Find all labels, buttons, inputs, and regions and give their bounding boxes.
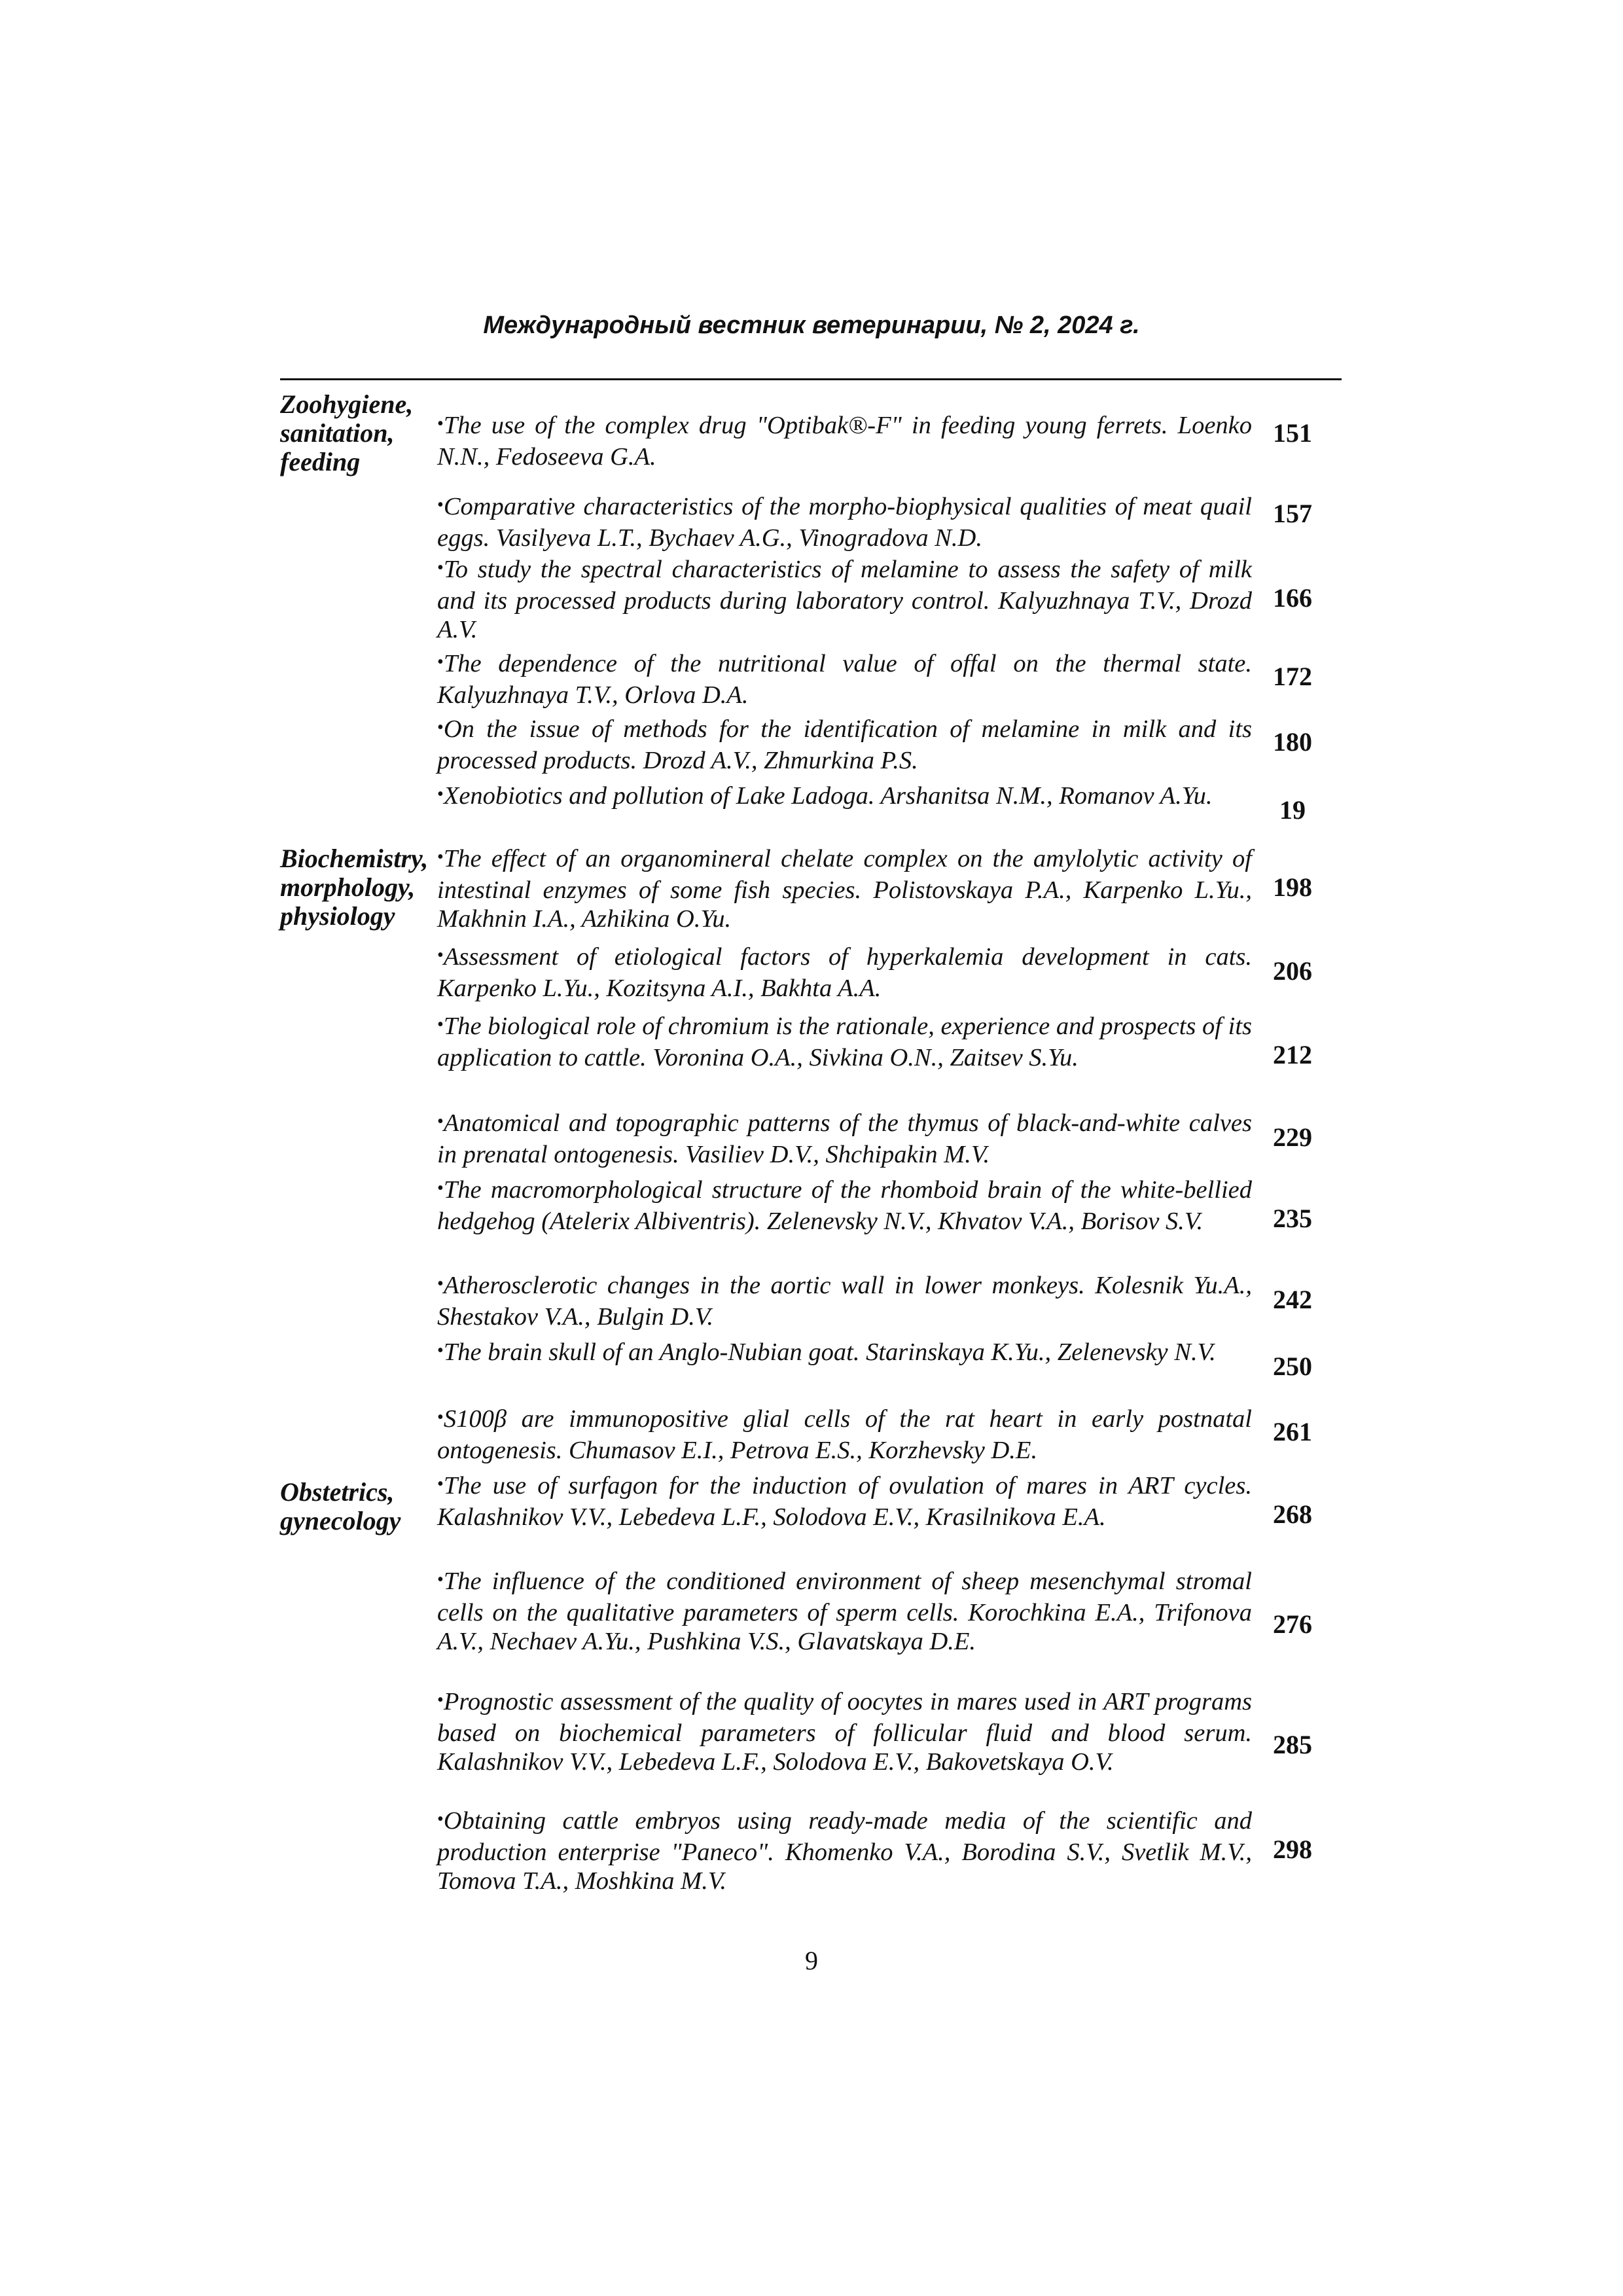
- entry-text: Assessment of etiological factors of hyperkalemia development in cats. Karpenko L.Yu., Kozitsyna A.I., Bakhta A.A.: [437, 943, 1252, 1002]
- entry-page: 198: [1273, 872, 1312, 902]
- entry-text: The use of the complex drug "Optibak®-F" in feeding young ferrets. Loenko N.N., Fedoseeva G.A.: [437, 412, 1252, 471]
- toc-entry[interactable]: [437, 1109, 1252, 1169]
- section-label-line: Obstetrics,: [280, 1477, 395, 1507]
- toc-entry[interactable]: [437, 1806, 1252, 1895]
- bullet-icon: •: [437, 1690, 444, 1710]
- entry-page: 276: [1273, 1609, 1312, 1639]
- section-label-biochemistry: [280, 844, 437, 931]
- entry-text: The effect of an organomineral chelate complex on the amylolytic activity of intestinal enzymes of some fish species. Polistovskaya P.A., Karpenko L.Yu., Makhnin I.A., Azhikina O.Yu.: [437, 845, 1252, 933]
- entry-page: 172: [1273, 662, 1312, 691]
- entry-page: 250: [1273, 1352, 1312, 1381]
- toc-entry[interactable]: [437, 942, 1252, 1003]
- toc-entry[interactable]: [437, 781, 1252, 813]
- entry-text: To study the spectral characteristics of melamine to assess the safety of milk and its processed products during laboratory control. Kalyuzhnaya T.V., Drozd A.V.: [437, 556, 1252, 643]
- entry-page: 298: [1273, 1835, 1312, 1864]
- toc-entry[interactable]: [437, 1338, 1252, 1369]
- page-number: 9: [805, 1946, 818, 1975]
- entry-text: The biological role of chromium is the rationale, experience and prospects of its application to cattle. Voronina O.A., Sivkina O.N., Zaitsev S.Yu.: [437, 1013, 1252, 1071]
- section-label-line: Zoohygiene,: [280, 389, 414, 419]
- section-label-line: Biochemistry,: [280, 844, 429, 873]
- toc-entry[interactable]: [437, 1567, 1252, 1656]
- toc-entry[interactable]: [437, 492, 1252, 552]
- entry-text: The brain skull of an Anglo-Nubian goat. Starinskaya K.Yu., Zelenevsky N.V.: [443, 1338, 1216, 1366]
- entry-page: 229: [1273, 1122, 1312, 1152]
- entry-page: 157: [1273, 499, 1312, 528]
- entry-page: 180: [1273, 727, 1312, 757]
- toc-entry[interactable]: [437, 1012, 1252, 1072]
- section-label-zoohygiene: [280, 390, 437, 476]
- toc-entry[interactable]: [437, 555, 1252, 644]
- bullet-icon: •: [437, 495, 444, 515]
- entry-page: 206: [1273, 956, 1312, 986]
- entry-page: 235: [1273, 1204, 1312, 1233]
- bullet-icon: •: [437, 1570, 444, 1590]
- bullet-icon: •: [437, 1474, 444, 1494]
- entry-text: Comparative characteristics of the morpho-biophysical qualities of meat quail eggs. Vasilyeva L.T., Bychaev A.G., Vinogradova N.D.: [437, 493, 1252, 552]
- bullet-icon: •: [437, 1178, 444, 1198]
- toc-entry[interactable]: [437, 1175, 1252, 1236]
- bullet-icon: •: [437, 558, 444, 578]
- toc-entry[interactable]: [437, 1687, 1252, 1776]
- section-label-line: morphology,: [280, 872, 416, 902]
- entry-text: The use of surfagon for the induction of ovulation of mares in ART cycles. Kalashnikov V.V., Lebedeva L.F., Solodova E.V., Krasilnikova E.A.: [437, 1472, 1252, 1531]
- section-label-line: feeding: [280, 447, 361, 476]
- entry-text: Obtaining cattle embryos using ready-made media of the scientific and production enterprise "Paneco". Khomenko V.A., Borodina S.V., Svetlik M.V., Tomova T.A., Moshkina M.V.: [437, 1807, 1252, 1895]
- entry-page: 151: [1273, 418, 1312, 448]
- entry-page: 285: [1273, 1730, 1312, 1759]
- toc-entry[interactable]: [437, 1271, 1252, 1331]
- bullet-icon: •: [437, 1111, 444, 1132]
- bullet-icon: •: [437, 1274, 444, 1294]
- entry-text: Prognostic assessment of the quality of oocytes in mares used in ART programs based on biochemical parameters of follicular fluid and blood serum. Kalashnikov V.V., Lebedeva L.F., Solodova E.V., Bakovetskaya O.V.: [437, 1688, 1252, 1776]
- entry-text: The dependence of the nutritional value of offal on the thermal state. Kalyuzhnaya T.V., Orlova D.A.: [437, 650, 1252, 709]
- bullet-icon: •: [437, 1809, 444, 1829]
- entry-text: On the issue of methods for the identification of melamine in milk and its processed products. Drozd A.V., Zhmurkina P.S.: [437, 715, 1252, 774]
- bullet-icon: •: [437, 847, 444, 867]
- header-rule: [280, 378, 1342, 380]
- bullet-icon: •: [437, 1014, 444, 1035]
- entry-text: Xenobiotics and pollution of Lake Ladoga. Arshanitsa N.M., Romanov A.Yu.: [443, 782, 1213, 810]
- section-label-line: sanitation,: [280, 418, 395, 448]
- section-label-line: physiology: [280, 901, 395, 931]
- bullet-icon: •: [437, 1340, 444, 1361]
- toc-entry[interactable]: [437, 715, 1252, 775]
- entry-text: S100β are immunopositive glial cells of the rat heart in early postnatal ontogenesis. Chumasov E.I., Petrova E.S., Korzhevsky D.E.: [437, 1405, 1252, 1464]
- entry-page: 268: [1273, 1499, 1312, 1529]
- bullet-icon: •: [437, 717, 444, 738]
- toc-entry[interactable]: [437, 844, 1252, 933]
- bullet-icon: •: [437, 784, 444, 804]
- toc-entry[interactable]: [437, 1405, 1252, 1465]
- entry-text: Atherosclerotic changes in the aortic wall in lower monkeys. Kolesnik Yu.A., Shestakov V.A., Bulgin D.V.: [437, 1272, 1252, 1331]
- entry-page: 242: [1273, 1285, 1312, 1314]
- bullet-icon: •: [437, 414, 444, 434]
- bullet-icon: •: [437, 1407, 444, 1427]
- toc-entry[interactable]: [437, 649, 1252, 709]
- entry-page: 261: [1273, 1417, 1312, 1446]
- section-label-line: gynecology: [280, 1506, 401, 1535]
- bullet-icon: •: [437, 945, 444, 965]
- journal-header: Международный вестник ветеринарии, № 2, 2024 г.: [483, 312, 1140, 339]
- entry-text: Anatomical and topographic patterns of the thymus of black-and-white calves in prenatal ontogenesis. Vasiliev D.V., Shchipakin M.V.: [437, 1109, 1252, 1168]
- toc-entry[interactable]: [437, 411, 1252, 471]
- entry-page: 212: [1273, 1040, 1312, 1069]
- entry-text: The influence of the conditioned environment of sheep mesenchymal stromal cells on the qualitative parameters of sperm cells. Korochkina E.A., Trifonova A.V., Nechaev A.Yu., Pushkina V.S., Glavatskaya D.E.: [437, 1568, 1252, 1655]
- entry-page: 166: [1273, 583, 1312, 613]
- toc-entry[interactable]: [437, 1471, 1252, 1532]
- section-label-obstetrics: [280, 1478, 437, 1535]
- bullet-icon: •: [437, 652, 444, 672]
- entry-text: The macromorphological structure of the rhomboid brain of the white-bellied hedgehog (Atelerix Albiventris). Zelenevsky N.V., Khvatov V.A., Borisov S.V.: [437, 1176, 1252, 1235]
- entry-page: 19: [1279, 795, 1306, 825]
